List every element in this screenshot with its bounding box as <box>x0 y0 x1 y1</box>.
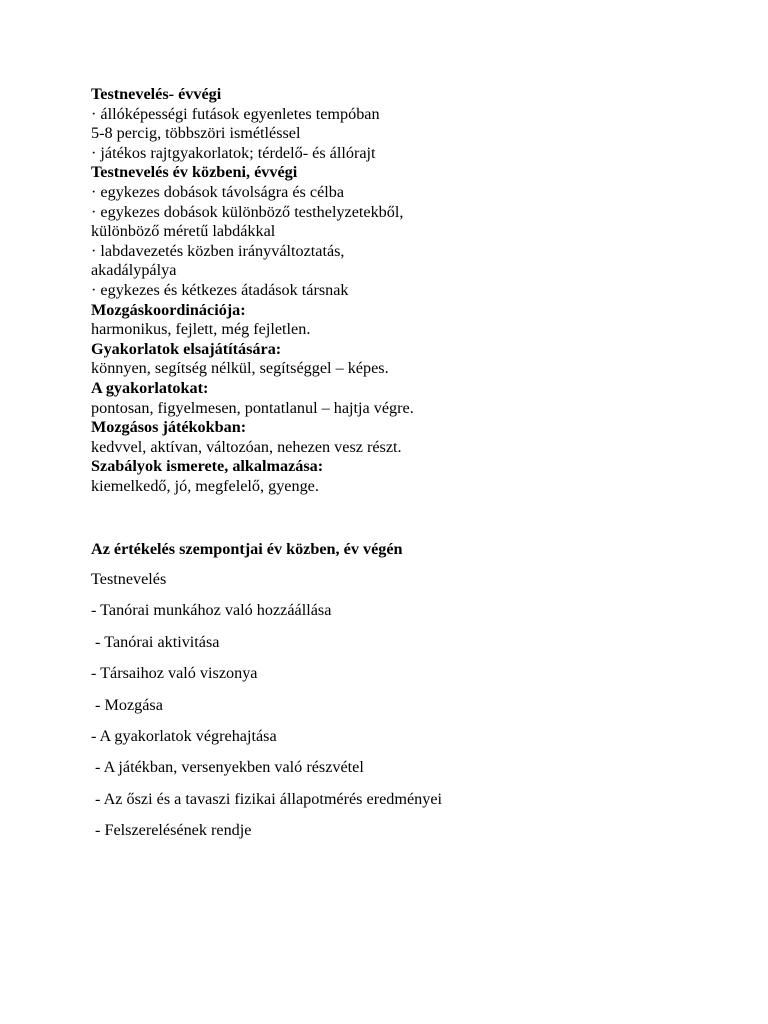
criterion-heading: A gyakorlatokat: <box>91 378 209 397</box>
list-item: · egykezes dobások távolságra és célba <box>91 182 345 201</box>
list-item: · labdavezetés közben irányváltoztatás, <box>91 241 345 260</box>
list-item: · állóképességi futások egyenletes tempóban <box>91 104 380 123</box>
list-item: különböző méretű labdákkal <box>91 222 276 241</box>
aspect-item: - Tanórai aktivitása <box>91 632 220 651</box>
aspect-item: - Felszerelésének rendje <box>91 821 252 840</box>
list-item: · egykezes és kétkezes átadások társnak <box>91 280 349 299</box>
aspect-item: - Társaihoz való viszonya <box>91 664 258 683</box>
criterion-heading: Mozgáskoordinációja: <box>91 300 246 319</box>
aspect-item: - A játékban, versenyekben való részvétel <box>91 758 364 777</box>
aspect-item: - A gyakorlatok végrehajtása <box>91 726 277 745</box>
criterion-options: könnyen, segítség nélkül, segítséggel – képes. <box>91 359 389 378</box>
list-item: akadálypálya <box>91 261 177 280</box>
criterion-options: harmonikus, fejlett, még fejletlen. <box>91 320 311 339</box>
criterion-heading: Szabályok ismerete, alkalmazása: <box>91 457 324 476</box>
section-heading: Testnevelés- évvégi <box>91 85 222 103</box>
criterion-options: pontosan, figyelmesen, pontatlanul – hajtja végre. <box>91 398 414 417</box>
subject-label: Testnevelés <box>91 570 167 588</box>
criterion-options: kiemelkedő, jó, megfelelő, gyenge. <box>91 476 319 495</box>
criterion-options: kedvvel, aktívan, változóan, nehezen vesz részt. <box>91 437 402 456</box>
list-item: 5-8 percig, többszöri ismétléssel <box>91 124 301 143</box>
aspect-item: - Mozgása <box>91 695 163 714</box>
section-heading: Testnevelés év közbeni, évvégi <box>91 163 298 182</box>
criterion-heading: Mozgásos játékokban: <box>91 418 247 437</box>
list-item: · egykezes dobások különböző testhelyzetekből, <box>91 202 404 221</box>
list-item: · játékos rajtgyakorlatok; térdelő- és állórajt <box>91 143 376 162</box>
evaluation-heading: Az értékelés szempontjai év közben, év végén <box>91 540 403 558</box>
criterion-heading: Gyakorlatok elsajátítására: <box>91 339 282 358</box>
assessment-criteria-list <box>91 85 731 496</box>
aspect-item: - Az őszi és a tavaszi fizikai állapotmérés eredményei <box>91 789 443 808</box>
aspect-item: - Tanórai munkához való hozzáállása <box>91 601 332 620</box>
evaluation-aspects-list <box>91 570 731 853</box>
